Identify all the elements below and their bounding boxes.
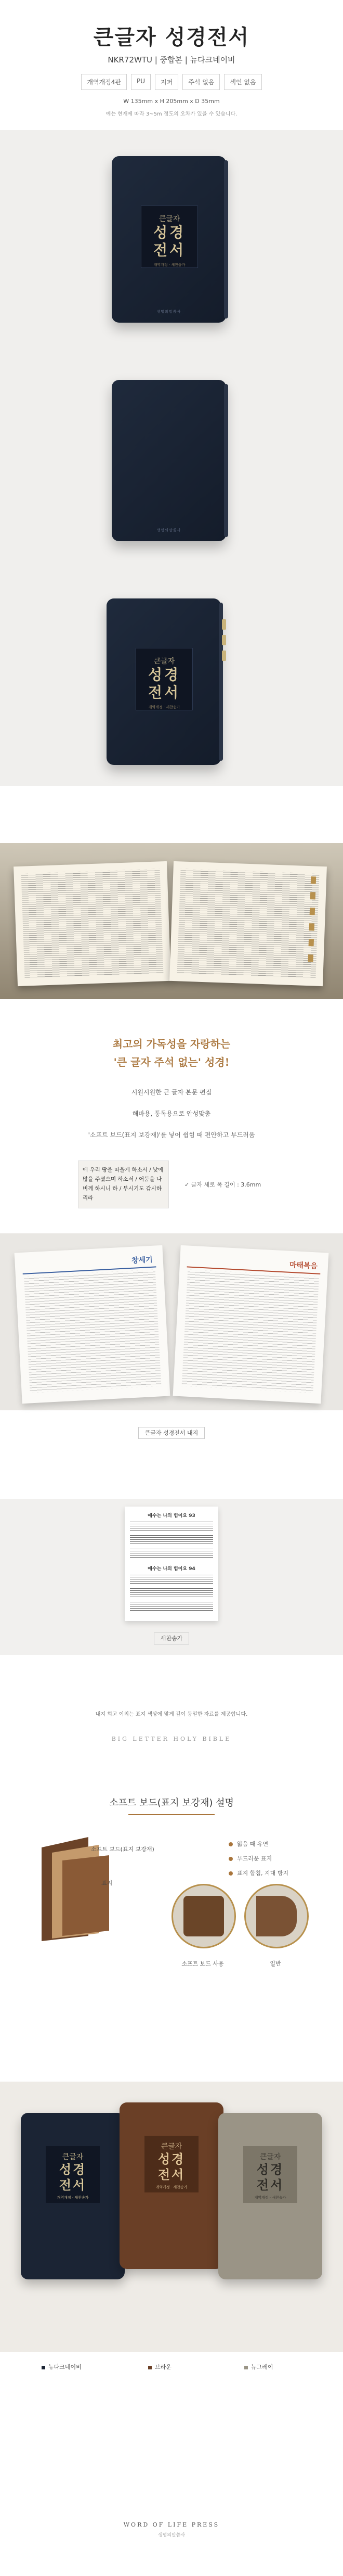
index-tab xyxy=(222,619,226,630)
cover-label xyxy=(136,648,193,710)
cover-text-2: 성경 xyxy=(153,224,186,241)
footer-sub: 생명의말씀사 xyxy=(157,2533,186,2538)
thumb-index xyxy=(310,892,315,899)
benefit-item: 표지 합침, 지대 방지 xyxy=(229,1866,288,1881)
page-heading: 마태복음 xyxy=(289,1260,318,1271)
bullet-dot-icon xyxy=(229,1842,233,1846)
bible-cover-back xyxy=(112,380,226,541)
cover-text-3: 전서 xyxy=(153,241,186,259)
hymn-number: 93 xyxy=(189,1513,195,1519)
hymn-number: 94 xyxy=(189,1566,195,1572)
tagline-line1: 최고의 가독성을 자랑하는 xyxy=(112,1038,231,1050)
thumb-index xyxy=(309,923,314,930)
hymn-caption xyxy=(0,1634,343,1642)
feature-item: 시원시원한 큰 글자 본문 편집 xyxy=(131,1089,212,1096)
legend-brown: 브라운 xyxy=(148,2363,172,2371)
page-heading: 창세기 xyxy=(131,1255,153,1265)
feature-list xyxy=(0,1088,343,1152)
spec-tag: PU xyxy=(131,74,151,90)
bullet-dot-icon xyxy=(229,1871,233,1876)
cover-text-1: 큰글자 xyxy=(153,657,175,666)
softo-board-closeup xyxy=(172,1884,236,1948)
softo-board-title: 소프트 보드(표지 보강재) 설명 xyxy=(109,1797,234,1808)
product-photo-side xyxy=(0,567,343,786)
tagline xyxy=(0,1036,343,1069)
product-photo-back xyxy=(0,359,343,567)
footer xyxy=(0,2521,343,2538)
cover-publisher: 생명의말씀사 xyxy=(156,310,181,314)
cover-text-1: 큰글자 xyxy=(159,215,180,223)
spec-tags xyxy=(0,74,343,90)
cover-edition: 개역개정 · 새찬송가 xyxy=(148,705,180,709)
bullet-dot-icon xyxy=(229,1857,233,1861)
hymn-caption-text: 새찬송가 xyxy=(154,1633,190,1644)
index-tab xyxy=(222,651,226,661)
callout-cover: 표지 xyxy=(101,1880,113,1886)
closeup-caption-softo: 소프트 보드 사용 xyxy=(181,1960,224,1967)
product-photo-front xyxy=(0,130,343,359)
thumb-index xyxy=(308,954,313,962)
feature-item: 해바용, 통독용으로 안성맞춤 xyxy=(132,1110,211,1117)
zipper xyxy=(224,384,228,537)
softo-board-section-title xyxy=(0,1795,343,1809)
regular-board-closeup xyxy=(244,1884,309,1948)
thumb-index xyxy=(309,939,314,946)
product-subtitle: NKR72WTU | 중합본 | 뉴다크네이비 xyxy=(108,55,235,65)
callout-softo-board: 소프트 보드(표지 보강재) xyxy=(91,1846,154,1853)
spec-tag: 지퍼 xyxy=(155,74,178,90)
bible-cover-angle xyxy=(107,598,221,765)
title-underline xyxy=(128,1814,215,1815)
tagline-line2: '큰 글자 주석 없는' 성경! xyxy=(113,1056,230,1068)
hymn-title: 예수는 나의 힘이요 xyxy=(148,1513,188,1519)
benefit-item: 부드러운 표지 xyxy=(229,1852,288,1866)
feature-item: '소프트 보드(표지 보강재)'를 넣어 쉽힘 때 편안하고 부드러움 xyxy=(88,1131,255,1139)
closeup-caption-regular: 일반 xyxy=(270,1960,281,1967)
legend-navy: 뉴다크네이비 xyxy=(42,2363,82,2371)
product-title: 큰글자 성경전서 xyxy=(93,25,250,49)
benefit-item: 얇음 때 유연 xyxy=(229,1837,288,1852)
spec-tag: 색인 없음 xyxy=(224,74,261,90)
footer-brand: WORD OF LIFE PRESS xyxy=(123,2521,220,2528)
back-publisher: 생명의말씀사 xyxy=(156,528,181,532)
notice-text: 내지 회고 이외는 표지 색상에 맞게 깊이 동일한 자료를 제공합니다. xyxy=(95,1712,248,1717)
brand-line: BIG LETTER HOLY BIBLE xyxy=(111,1736,232,1742)
bible-cover-front xyxy=(112,156,226,323)
interior-page-matthew xyxy=(173,1245,329,1404)
product-dimensions: W 135mm x H 205mm x D 35mm xyxy=(123,98,220,105)
softo-board-benefits xyxy=(229,1837,288,1881)
open-page-right xyxy=(169,861,327,986)
cover-label xyxy=(141,206,198,268)
bible-brown: 큰글자 성경 전서 개역개정 · 새찬송가 xyxy=(120,2102,223,2269)
tolerance-note: 예는 현재에 따라 3~5m 정도의 오차가 있을 수 있습니다. xyxy=(105,111,238,117)
cover-text-2: 성경 xyxy=(148,666,181,683)
cover-text-3: 전서 xyxy=(148,684,181,701)
interior-caption xyxy=(0,1429,343,1437)
product-header xyxy=(0,0,343,130)
open-bible-photo xyxy=(0,843,343,999)
interior-pages-photo xyxy=(0,1233,343,1410)
font-size-text: 글자 세로 폭 길이 : 3.6mm xyxy=(191,1181,261,1188)
interior-caption-text: 큰글자 성경전서 내지 xyxy=(138,1427,205,1439)
bible-gray: 큰글자 성경 전서 개역개정 · 새찬송가 xyxy=(218,2113,322,2279)
hymn-title: 예수는 나의 힘이요 xyxy=(148,1566,188,1572)
spec-tag: 주석 없음 xyxy=(182,74,220,90)
zipper xyxy=(224,160,228,318)
legend-gray: 뉴그레이 xyxy=(244,2363,273,2371)
check-icon: ✓ xyxy=(184,1181,190,1188)
bible-navy: 큰글자 성경 전서 개역개정 · 새찬송가 xyxy=(21,2113,125,2279)
thumb-index xyxy=(310,908,315,915)
thumb-index xyxy=(311,876,316,884)
font-sample: 에 우리 땅을 떠올게 하소서 / 낮에 많을 주셨으며 하소서 / 어둠을 나비께 하시니 하 / 부시기도 감시하리라 xyxy=(78,1161,169,1208)
open-page-left xyxy=(14,861,171,986)
hymn-page xyxy=(125,1507,218,1621)
spec-tag: 개역개정4판 xyxy=(81,74,127,90)
index-tab xyxy=(222,635,226,645)
color-lineup-photo xyxy=(0,2082,343,2352)
interior-page-genesis xyxy=(15,1245,170,1404)
font-size-note xyxy=(184,1180,261,1189)
cover-edition: 개역개정 · 새찬송가 xyxy=(153,263,186,267)
